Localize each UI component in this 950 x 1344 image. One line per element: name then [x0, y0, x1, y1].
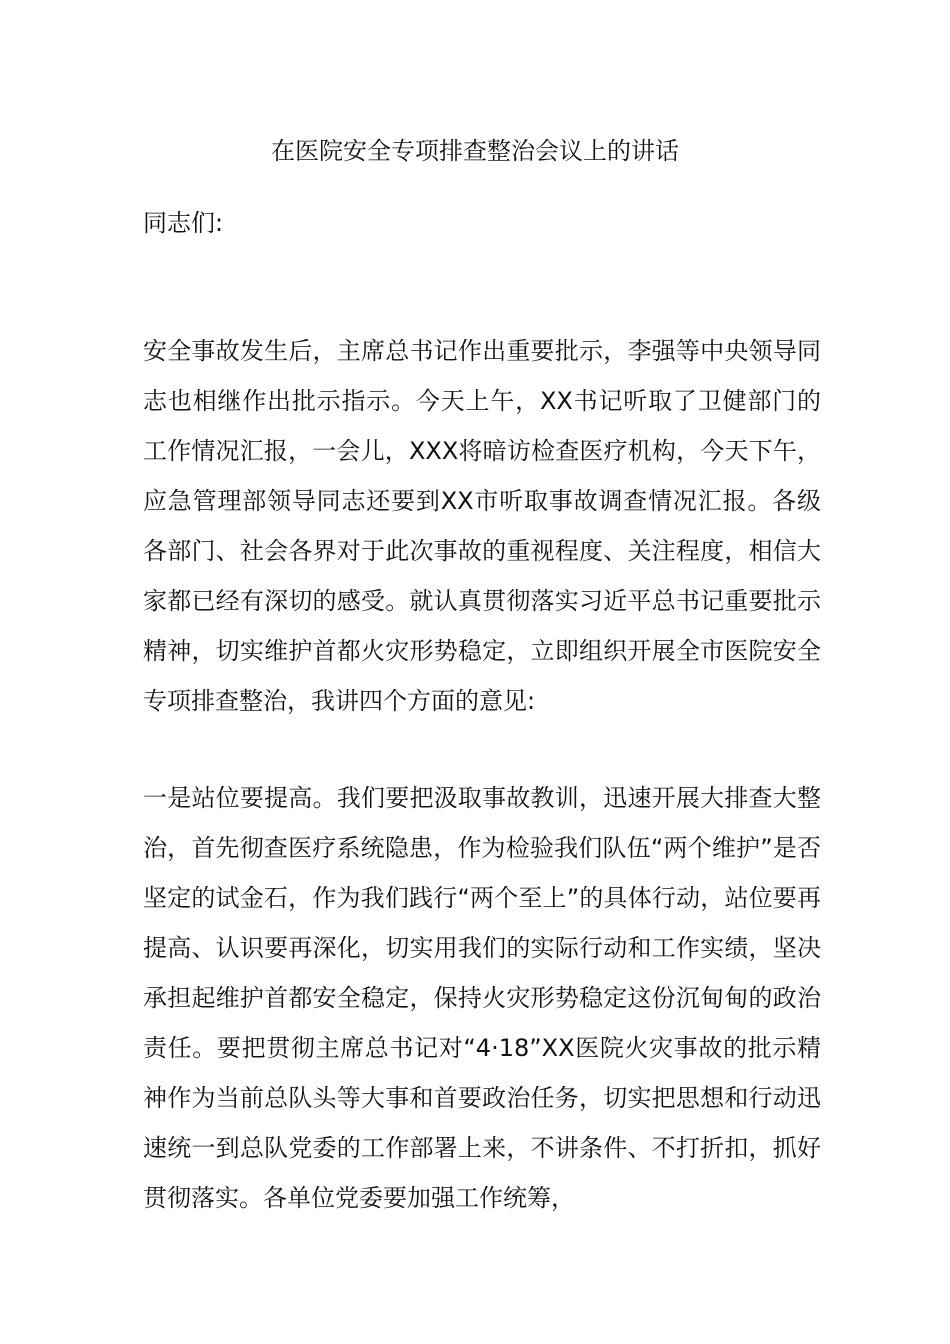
paragraph-intro: 安全事故发生后，主席总书记作出重要批示，李强等中央领导同志也相继作出批示指示。今天上午，XX书记听取了卫健部门的工作情况汇报，一会儿，XXX将暗访检查医疗机构，今天下午，应急管理部领导同志还要到XX市听取事故调查情况汇报。各级各部门、社会各界对于此次事故的重视程度、关注程度，相信大家都已经有深切的感受。就认真贯彻落实习近平总书记重要批示精神，切实维护首都火灾形势稳定，立即组织开展全市医院安全专项排查整治，我讲四个方面的意见:: [143, 337, 821, 715]
paragraph-point-one: 一是站位要提高。我们要把汲取事故教训，迅速开展大排查大整治，首先彻查医疗系统隐患，作为检验我们队伍“两个维护”是否坚定的试金石，作为我们践行“两个至上”的具体行动，站位要再提高、认识要再深化，切实用我们的实际行动和工作实绩，坚决承担起维护首都安全稳定，保持火灾形势稳定这份沉甸甸的政治责任。要把贯彻主席总书记对“4·18”XX医院火灾事故的批示精神作为当前总队头等大事和首要政治任务，切实把思想和行动迅速统一到总队党委的工作部署上来，不讲条件、不打折扣，抓好贯彻落实。各单位党委要加强工作统筹，: [143, 784, 821, 1212]
salutation: 同志们:: [143, 209, 224, 237]
document-title: 在医院安全专项排查整治会议上的讲话: [271, 137, 679, 165]
